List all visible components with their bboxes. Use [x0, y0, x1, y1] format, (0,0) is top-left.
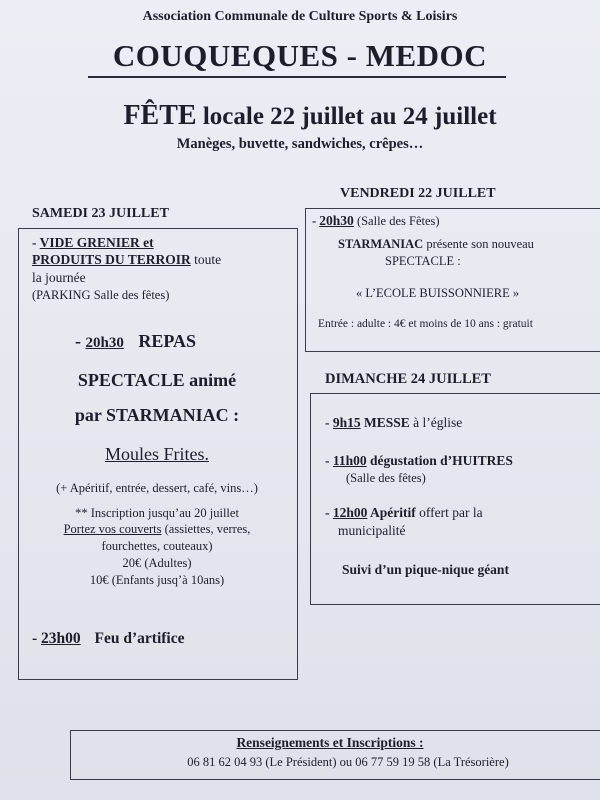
- info-title: Renseignements et Inscriptions :: [236, 735, 424, 750]
- friday-show-title: « L’ECOLE BUISSONNIERE »: [356, 286, 520, 300]
- saturday-price-adults: 20€ (Adultes): [122, 556, 192, 570]
- saturday-journee: la journée: [32, 270, 86, 285]
- fete-word: FÊTE: [123, 100, 197, 131]
- saturday-couverts: Portez vos couverts (assiettes, verres,: [63, 522, 251, 536]
- saturday-moules-frites: Moules Frites.: [104, 444, 209, 464]
- sunday-pique-nique: Suivi d’un pique-nique géant: [342, 562, 509, 577]
- sunday-salle: (Salle des fêtes): [346, 471, 426, 485]
- friday-starmaniac-line: STARMANIAC présente son nouveau: [338, 237, 534, 251]
- friday-time: 20h30: [319, 213, 354, 228]
- saturday-starmaniac: par STARMANIAC :: [74, 405, 240, 425]
- saturday-parking: (PARKING Salle des fêtes): [32, 288, 170, 302]
- saturday-fourchettes: fourchettes, couteaux): [101, 539, 213, 553]
- friday-title: VENDREDI 22 JUILLET: [340, 186, 496, 201]
- fete-heading: [0, 100, 600, 132]
- friday-box: [305, 208, 600, 352]
- saturday-price-children: 10€ (Enfants jusq’à 10ans): [89, 573, 225, 587]
- aperitif-time: 12h00: [332, 505, 368, 520]
- title-underline: [88, 76, 506, 78]
- friday-entree: Entrée : adulte : 4€ et moins de 10 ans : gratuit: [318, 318, 533, 330]
- huitres-time: 11h00: [332, 453, 367, 468]
- sunday-aperitif-line: - 12h00 Apéritif offert par la: [325, 505, 483, 520]
- sunday-municipalite: municipalité: [338, 523, 406, 538]
- saturday-menu-list: (+ Apéritif, entrée, dessert, café, vins…): [56, 481, 258, 495]
- attractions-line: Manèges, buvette, sandwiches, crêpes…: [176, 136, 424, 152]
- sunday-title: DIMANCHE 24 JUILLET: [325, 371, 491, 387]
- saturday-spectacle: SPECTACLE animé: [77, 370, 237, 390]
- sunday-huitres-line: - 11h00 dégustation d’HUITRES: [325, 453, 513, 468]
- repas-time: 20h30: [85, 335, 124, 351]
- town-title: COUQUEQUES - MEDOC: [112, 38, 488, 73]
- feu-time: 23h00: [41, 630, 81, 647]
- messe-time: 9h15: [332, 415, 361, 430]
- association-name: Association Communale de Culture Sports & Loisirs: [142, 9, 458, 24]
- saturday-feu-line: - 23h00 Feu d’artifice: [32, 630, 185, 647]
- sunday-messe-line: - 9h15 MESSE à l’église: [325, 415, 463, 430]
- saturday-line-produits: PRODUITS DU TERROIR toute: [32, 252, 222, 267]
- fete-dates: locale 22 juillet au 24 juillet: [202, 103, 497, 130]
- feu-label: Feu d’artifice: [94, 630, 185, 647]
- vide-grenier-label: VIDE GRENIER et: [39, 235, 154, 250]
- saturday-title: SAMEDI 23 JUILLET: [32, 206, 169, 221]
- info-phones: 06 81 62 04 93 (Le Président) ou 06 77 59 19 58 (La Trésorière): [187, 755, 509, 769]
- saturday-inscription: ** Inscription jusqu’au 20 juillet: [75, 506, 239, 520]
- friday-time-line: - 20h30 (Salle des Fêtes): [312, 213, 440, 228]
- saturday-repas-line: - 20h30 REPAS: [75, 331, 197, 351]
- friday-spectacle: SPECTACLE :: [385, 254, 461, 268]
- saturday-line-vide-grenier: - VIDE GRENIER et: [32, 235, 154, 250]
- repas-label: REPAS: [138, 331, 197, 351]
- produits-label: PRODUITS DU TERROIR: [32, 252, 191, 267]
